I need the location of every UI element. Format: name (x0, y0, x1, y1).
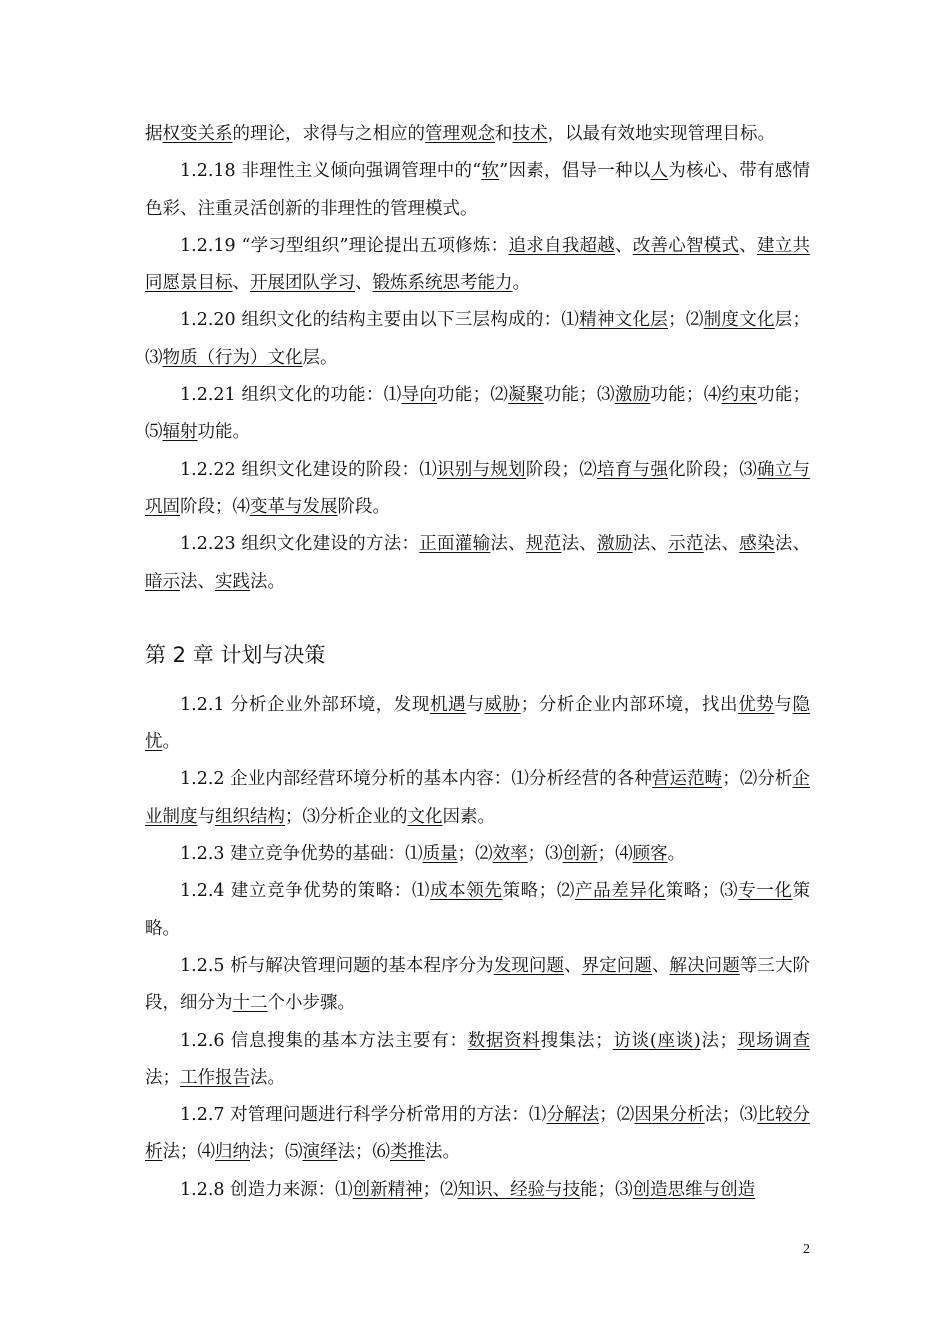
paragraph (145, 153, 810, 228)
text-run: 法、 (490, 534, 526, 555)
text-run: 法。 (425, 1142, 460, 1163)
underlined-term: 创造思维与创造 (632, 1179, 756, 1200)
text-run: 与 (197, 806, 215, 827)
text-run: 据 (145, 124, 163, 144)
underlined-term: 凝聚 (508, 385, 544, 406)
text-run: 阶段；⑷ (180, 496, 250, 517)
underlined-term: 质量 (422, 844, 458, 865)
text-run: 功能；⑶ (543, 385, 615, 406)
underlined-term: 创新精神 (352, 1179, 423, 1200)
underlined-term: 正面灌输 (419, 534, 491, 555)
underlined-term: 现场调查 (737, 1030, 811, 1051)
text-run: 策略；⑵ (502, 881, 576, 902)
text-run: 法；⑶ (704, 1105, 758, 1126)
underlined-term: 软 (481, 161, 500, 182)
paragraph (145, 761, 810, 836)
chapter-2-section (145, 687, 810, 1209)
text-run: 法、 (180, 571, 215, 592)
underlined-term: 改善心智模式 (632, 235, 740, 256)
underlined-term: 分解法 (546, 1105, 600, 1126)
paragraph (145, 116, 810, 153)
text-run: 化阶段；⑶ (668, 459, 757, 480)
page-body (145, 116, 810, 1209)
underlined-term: 解决问题 (669, 955, 740, 976)
page-number: 2 (803, 1242, 810, 1257)
text-run: 法、 (703, 534, 740, 555)
underlined-term: 暗示 (145, 571, 180, 592)
text-run: 阶段；⑵ (525, 459, 597, 480)
text-run: 法。 (250, 1067, 285, 1088)
text-run: 与 (774, 694, 793, 715)
underlined-term: 培育与强 (597, 459, 669, 480)
text-run: 法；⑸ (250, 1142, 303, 1163)
text-run: 策略；⑶ (665, 881, 739, 902)
underlined-term: 激励 (597, 534, 633, 555)
chapter-heading: 第 2 章 计划与决策 (145, 642, 326, 667)
text-run: 功能；⑵ (437, 385, 509, 406)
text-run: 1.2.23 组织文化建设的方法： (180, 534, 420, 555)
underlined-term: 十二 (232, 993, 268, 1014)
text-run: ；⑵ (599, 1105, 635, 1126)
underlined-term: 文化 (407, 806, 443, 827)
underlined-term: 精神文化层 (579, 310, 669, 331)
underlined-term: 访谈(座谈) (612, 1030, 701, 1051)
text-run: 1.2.2 企业内部经营环境分析的基本内容：⑴分析经营的各种 (180, 769, 652, 790)
text-run: ；⑶ (527, 844, 563, 865)
underlined-term: 演绎 (302, 1142, 338, 1163)
paragraph (145, 302, 810, 377)
text-run: ；⑵ (457, 844, 493, 865)
underlined-term: 界定问题 (581, 955, 652, 976)
underlined-term: 效率 (492, 844, 528, 865)
text-run: 、 (564, 955, 582, 976)
underlined-term: 产品差异化 (575, 881, 666, 902)
text-run: 策略。 (145, 881, 811, 939)
paragraph (145, 948, 810, 1023)
underlined-term: 归纳 (215, 1142, 250, 1163)
underlined-term: 导向 (401, 385, 438, 406)
paragraph (145, 687, 810, 762)
text-run: ，以最有效地实现管理目标。 (547, 124, 775, 144)
text-run: 1.2.19 “学习型组织”理论提出五项修炼： (180, 235, 509, 256)
text-run: 、 (739, 235, 758, 256)
underlined-term: 技术 (512, 124, 548, 144)
text-run: 1.2.8 创造力来源：⑴ (180, 1179, 353, 1200)
underlined-term: 权变关系 (162, 124, 233, 144)
underlined-term: 工作报告 (180, 1067, 250, 1088)
text-run: 为核心、带有感情色彩、注重灵活创新的非理性的管理模式。 (145, 161, 811, 219)
text-run: 、 (355, 273, 373, 294)
text-run: 个小步骤。 (267, 993, 355, 1014)
text-run: 1.2.1 分析企业外部环境，发现 (180, 694, 431, 715)
text-run: 层。 (302, 347, 338, 368)
text-run: 1.2.22 组织文化建设的阶段：⑴ (180, 459, 438, 480)
text-run: 1.2.6 信息搜集的基本方法主要有： (180, 1030, 468, 1051)
text-run: 搜集法； (540, 1030, 613, 1051)
underlined-term: 物质（行为）文化 (162, 347, 303, 368)
text-run: ”因素，倡导一种以 (499, 161, 651, 182)
paragraph (145, 836, 810, 873)
text-run: ；⑶分析企业的 (285, 806, 408, 827)
text-run: 1.2.3 建立竞争优势的基础：⑴ (180, 844, 423, 865)
paragraph (145, 1023, 810, 1098)
underlined-term: 变革与发展 (250, 496, 338, 517)
text-run: 。 (162, 732, 180, 753)
text-run: 法。 (250, 571, 285, 592)
paragraph (145, 377, 810, 452)
text-run: 。 (512, 273, 530, 294)
section-1-2-continued (145, 116, 810, 601)
underlined-term: 顾客 (632, 844, 668, 865)
text-run: 、 (614, 235, 633, 256)
text-run: 功能；⑷ (650, 385, 722, 406)
text-run: 等三大阶段，细分为 (145, 955, 811, 1014)
text-run: 法；⑹ (337, 1142, 390, 1163)
text-run: ；分析企业内部环境，找出 (520, 694, 739, 715)
underlined-term: 追求自我超越 (508, 235, 615, 256)
text-run: 功能；⑸ (145, 385, 811, 443)
underlined-term: 制度文化 (703, 310, 775, 331)
underlined-term: 优势 (738, 694, 775, 715)
text-run: 1.2.4 建立竞争优势的策略：⑴ (180, 881, 431, 902)
underlined-term: 类推 (390, 1142, 425, 1163)
underlined-term: 比较分析 (145, 1105, 811, 1163)
underlined-term: 感染 (739, 534, 775, 555)
text-run: 与 (466, 694, 485, 715)
underlined-term: 建立共同愿景目标 (145, 235, 811, 294)
text-run: 。 (667, 844, 686, 865)
text-run: 1.2.7 对管理问题进行科学分析常用的方法：⑴ (180, 1105, 547, 1126)
underlined-term: 创新 (562, 844, 598, 865)
paragraph (145, 1097, 810, 1172)
underlined-term: 示范 (668, 534, 704, 555)
text-run: 和 (495, 124, 513, 144)
underlined-term: 隐忧 (145, 694, 811, 753)
underlined-term: 辐射 (162, 422, 198, 443)
text-run: 1.2.21 组织文化的功能：⑴ (180, 385, 402, 406)
underlined-term: 因果分析 (634, 1105, 705, 1126)
underlined-term: 成本领先 (430, 881, 503, 902)
text-run: 1.2.5 析与解决管理问题的基本程序分为 (180, 955, 494, 976)
text-run: ；⑵ (668, 310, 704, 331)
text-run: ；⑷ (597, 844, 633, 865)
text-run: 1.2.18 非理性主义倾向强调管理中的“ (180, 161, 482, 182)
underlined-term: 管理观念 (425, 124, 495, 144)
paragraph (145, 452, 810, 527)
paragraph (145, 526, 810, 601)
underlined-term: 营运范畴 (651, 769, 723, 790)
underlined-term: 威胁 (484, 694, 521, 715)
paragraph (145, 873, 810, 948)
text-run: 、 (232, 273, 250, 294)
underlined-term: 识别与规划 (437, 459, 526, 480)
underlined-term: 激励 (614, 385, 651, 406)
underlined-term: 发现问题 (493, 955, 565, 976)
underlined-term: 数据资料 (467, 1030, 541, 1051)
underlined-term: 企业制度 (145, 769, 811, 827)
underlined-term: 开展团队学习 (250, 273, 355, 294)
text-run: 的理论，求得与之相应的 (232, 124, 425, 144)
text-run: 因素。 (442, 806, 495, 827)
text-run: 法；⑷ (162, 1142, 215, 1163)
underlined-term: 知识、经验与技 (457, 1179, 581, 1200)
text-run: 法； (145, 1067, 180, 1088)
underlined-term: 人 (650, 161, 669, 182)
underlined-term: 确立与巩固 (145, 459, 811, 517)
text-run: 法、 (774, 534, 811, 555)
paragraph (145, 228, 810, 303)
text-run: ；⑵分析 (722, 769, 793, 790)
text-run: 法、 (561, 534, 598, 555)
underlined-term: 实践 (215, 571, 250, 592)
text-run: 功能。 (197, 422, 250, 443)
text-run: 1.2.20 组织文化的结构主要由以下三层构成的：⑴ (180, 310, 580, 331)
underlined-term: 机遇 (430, 694, 467, 715)
underlined-term: 锻炼系统思考能力 (372, 273, 513, 294)
text-run: 阶段。 (337, 496, 390, 517)
paragraph (145, 1172, 810, 1209)
underlined-term: 约束 (721, 385, 758, 406)
underlined-term: 专一化 (738, 881, 793, 902)
text-run: 法、 (632, 534, 669, 555)
text-run: 层；⑶ (145, 310, 811, 368)
text-run: 法； (700, 1030, 738, 1051)
underlined-term: 组织结构 (215, 806, 285, 827)
text-run: 能；⑶ (580, 1179, 633, 1200)
text-run: 、 (651, 955, 670, 976)
underlined-term: 规范 (525, 534, 562, 555)
text-run: ；⑵ (422, 1179, 458, 1200)
